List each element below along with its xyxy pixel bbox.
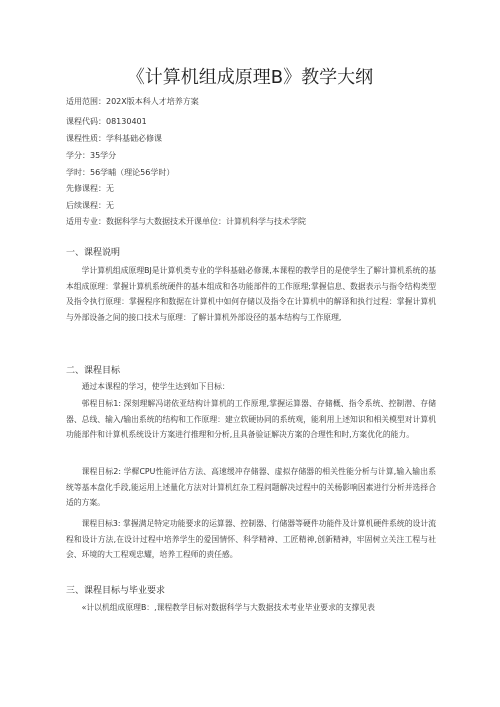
document-title: 《计算机组成原理B》教学大纲 [126,67,374,88]
meta-majors: 适用专业：数据科学与大数据技术开课单位：计算机科学与技术学院 [66,217,306,226]
meta-course-nature: 课程性质：学科基础必修课 [66,134,162,143]
paragraph-objective-1: 邨程目标1: 深刻理解冯诺依亚结构计算机的工作原理,掌握运算器、存储概、指令系统、控制潜、存储器、总线、输入/输出系统的结构和工作原理：建立软硬协同的系统观，能利用上述知识和相关模型对计算机功能部件和计算机系统设计方案进行推理和分析,且具备验证解决方案的合理性和时,方案优化的能力。 [66,399,436,440]
meta-scope: 适用范围：202X版本科人才培养方案 [66,97,199,106]
meta-follow-up: 后续课程：无 [66,201,114,210]
section-heading-course-description: 一、课程说明 [66,248,121,258]
paragraph-objectives-intro: 通过本课程的学习，使学生达到如下目标： [81,382,230,391]
meta-course-code: 课程代码：08130401 [66,117,147,126]
meta-credits: 学分：35学分 [66,151,117,160]
meta-prerequisites: 先修课程：无 [66,184,114,193]
section-heading-objectives-requirements: 三、课程目标与毕业要求 [66,586,166,596]
section-heading-course-objectives: 二、课程目标 [66,366,121,376]
paragraph-objective-2: 课程目标2: 学樨CPU性能评估方法、高速缓冲存储器、虚拟存储器的相关性能分析与计算,输入输出系统等基本盘化手段,能运用上述量化方法对计算机红杂工程问题解决过程中的关杨影响因素进行分析并选择合适的方案。 [66,467,436,508]
paragraph-course-description: 学计算机组成原理BJ是计算机类专业的学科基础必修课,本课程的教学目的是使学生了解计算机系统的基本组成原理：掌握计算机系统硬件的基本组成和各功能部件的工作原理;掌握信息、数据表示与指令结构类型及指令执行原理：掌握程序和数据在计算机中如何存储以及指令在计算机中的解译和执行过程：掌握计算机与外部设备之间的接口技术与原理：了解计算机外部设径的基本结构与工作原理, [66,266,436,322]
meta-hours: 学时：56学晡（理论56学时） [66,168,175,177]
paragraph-objective-3: 课程目标3: 掌握满足特定功能要求的运算器、控制器、行储器等硬件功能件及计算机硬件系统的设计流程和设计方法,在设计过程中培养学生的爱国情怀、科学精神、工匠精神,创新精神，牢固树立关注工程与社会、环境的大工程观忠耀，培养工程师的责任感。 [66,519,436,560]
paragraph-support-table-intro: «计以机组成原理B：,课程教学目标对数据科学与大数据技术考业毕业要求的支撑见表 [81,603,375,612]
